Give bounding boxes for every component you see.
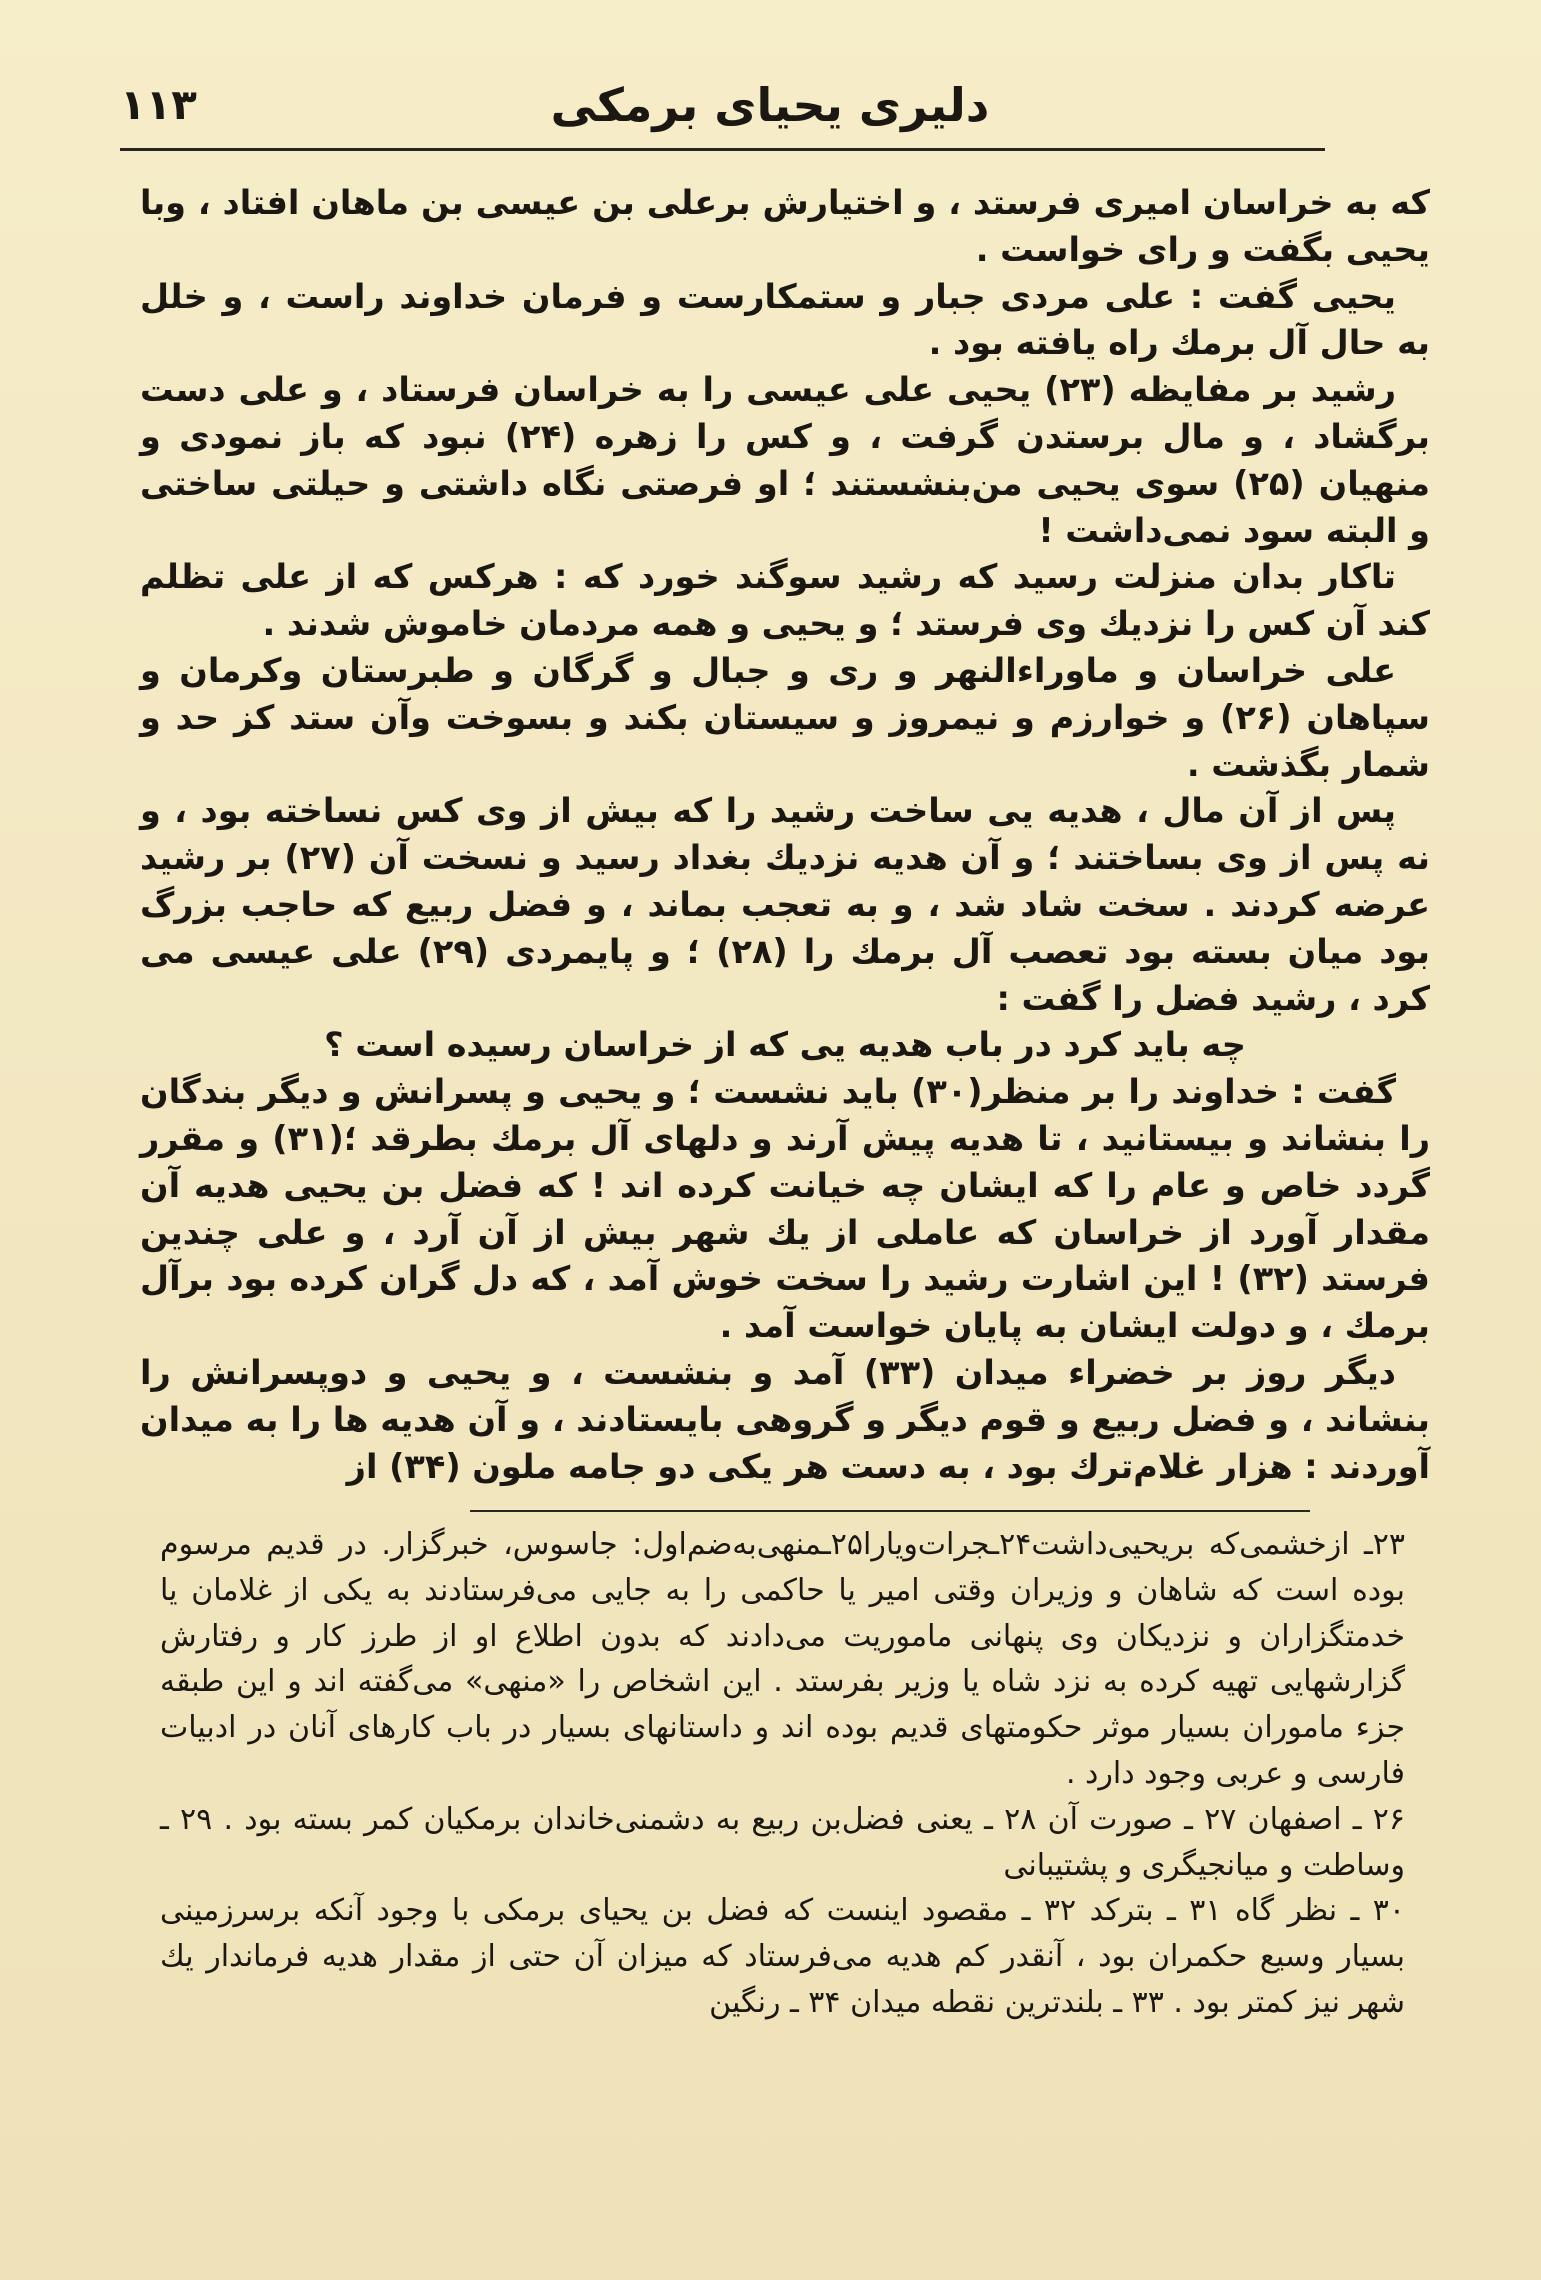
page-number: ۱۱۳ bbox=[120, 80, 197, 129]
main-text bbox=[140, 180, 1430, 1490]
paragraph: علی خراسان و ماوراءالنهر و ری و جبال و گرگان و طبرستان وکرمان و سپاهان (۲۶) و خوارزم و نیمروز و سیستان بکند و بسوخت وآن ستد کز حد و شمار بگذشت . bbox=[140, 650, 1430, 784]
footnote: ۲۶ ـ اصفهان ۲۷ ـ صورت آن ۲۸ ـ یعنی فضل‌بن ربیع به دشمنی‌خاندان برمکیان کمر بسته بود . ۲۹ ـ وساطت و میانجیگری و پشتیبانی bbox=[160, 1801, 1405, 1883]
header-divider bbox=[120, 148, 1325, 151]
paragraph: که به خراسان امیری فرستد ، و اختیارش برعلی بن عیسی بن ماهان افتاد ، وبا یحیی بگفت و رای خواست . bbox=[140, 183, 1430, 269]
paragraph: تاکار بدان منزلت رسید که رشید سوگند خورد که : هرکس که از علی تظلم کند آن کس را نزدیك وی فرستد ؛ و یحیی و همه مردمان خاموش شدند . bbox=[140, 557, 1430, 644]
footnote: ۲۳ـ ازخشمی‌که بریحیی‌داشت۲۴ـجرات‌ویارا۲۵ـمنهی‌به‌ضم‌اول: جاسوس، خبرگزار. در قدیم مرسوم بوده است که شاهان و وزیران وقتی امیر یا حاکمی را به جایی می‌فرستادند به یکی از غلامان یا خدمتگزاران و نزدیکان وی پنهانی ماموریت می‌دادند که بدون اطلاع او از طرز کار و رفتارش گزارشهایی تهیه کرده به نزد شاه یا وزیر بفرستد . این اشخاص را «منهی» می‌گفته اند و این طبقه جزء ماموران بسیار موثر حکومتهای قدیم بوده اند و داستانهای بسیار در باب کارهای آنان در ادبیات فارسی و عربی وجود دارد . bbox=[160, 1527, 1405, 1791]
page-header bbox=[120, 78, 1420, 148]
footnote-divider bbox=[470, 1510, 1310, 1512]
running-title: دلیری یحیای برمکی bbox=[550, 78, 990, 132]
paragraph: رشید بر مفایظه (۲۳) یحیی علی عیسی را به خراسان فرستاد ، و علی دست برگشاد ، و مال برستدن گرفت ، و کس را زهره (۲۴) نبود که باز نمودی و منهیان (۲۵) سوی یحیی من‌بنشستند ؛ او فرصتی نگاه داشتی و حیلتی ساختی و البته سود نمی‌داشت ! bbox=[140, 370, 1431, 550]
paragraph: دیگر روز بر خضراء میدان (۳۳) آمد و بنشست ، و یحیی و دوپسرانش را بنشاند ، و فضل ربیع و قوم دیگر و گروهی بایستادند ، و آن هدیه ها را به میدان آوردند : هزار غلام‌ترك بود ، به دست هر یکی دو جامه ملون (۳۴) از bbox=[140, 1352, 1430, 1486]
footnotes bbox=[160, 1522, 1405, 2026]
paragraph: پس از آن مال ، هدیه یی ساخت رشید را که بیش از وی کس نساخته بود ، و نه پس از وی بساختند ؛ و آن هدیه نزدیك بغداد رسید و نسخت آن (۲۷) بر رشید عرضه کردند . سخت شاد شد ، و به تعجب بماند ، و فضل ربیع که حاجب بزرگ بود میان بسته بود تعصب آل برمك را (۲۸) ؛ و پایمردی (۲۹) علی عیسی می کرد ، رشید فضل را گفت : bbox=[140, 791, 1431, 1018]
footnote: ۳۰ ـ نظر گاه ۳۱ ـ بترکد ۳۲ ـ مقصود اینست که فضل بن یحیای برمکی با وجود آنکه برسرزمینی بسیار وسیع حکمران بود ، آنقدر کم هدیه می‌فرستاد که میزان آن حتی از مقدار هدیه فرماندار یك شهر نیز کمتر بود . ۳۳ ـ بلندترین نقطه میدان ۳۴ ـ رنگین bbox=[160, 1893, 1405, 2020]
paragraph: گفت : خداوند را بر منظر(۳۰) باید نشست ؛ و یحیی و پسرانش و دیگر بندگان را بنشاند و بیستانید ، تا هدیه پیش آرند و دلهای آل برمك بطرقد ؛(۳۱) و مقرر گردد خاص و عام را که ایشان چه خیانت کرده اند ! که فضل بن یحیی هدیه آن مقدار آورد از خراسان که عاملی از یك شهر بیش از آن آرد ، و علی چندین فرستد (۳۲) ! این اشارت رشید را سخت خوش آمد ، که دل گران کرده بود برآل برمك ، و دولت ایشان به پایان خواست آمد . bbox=[140, 1072, 1430, 1346]
paragraph-quote: چه باید کرد در باب هدیه یی که از خراسان رسیده است ؟ bbox=[324, 1025, 1246, 1065]
paragraph: یحیی گفت : علی مردی جبار و ستمکارست و فرمان خداوند راست ، و خلل به حال آل برمك راه یافته بود . bbox=[140, 276, 1430, 363]
